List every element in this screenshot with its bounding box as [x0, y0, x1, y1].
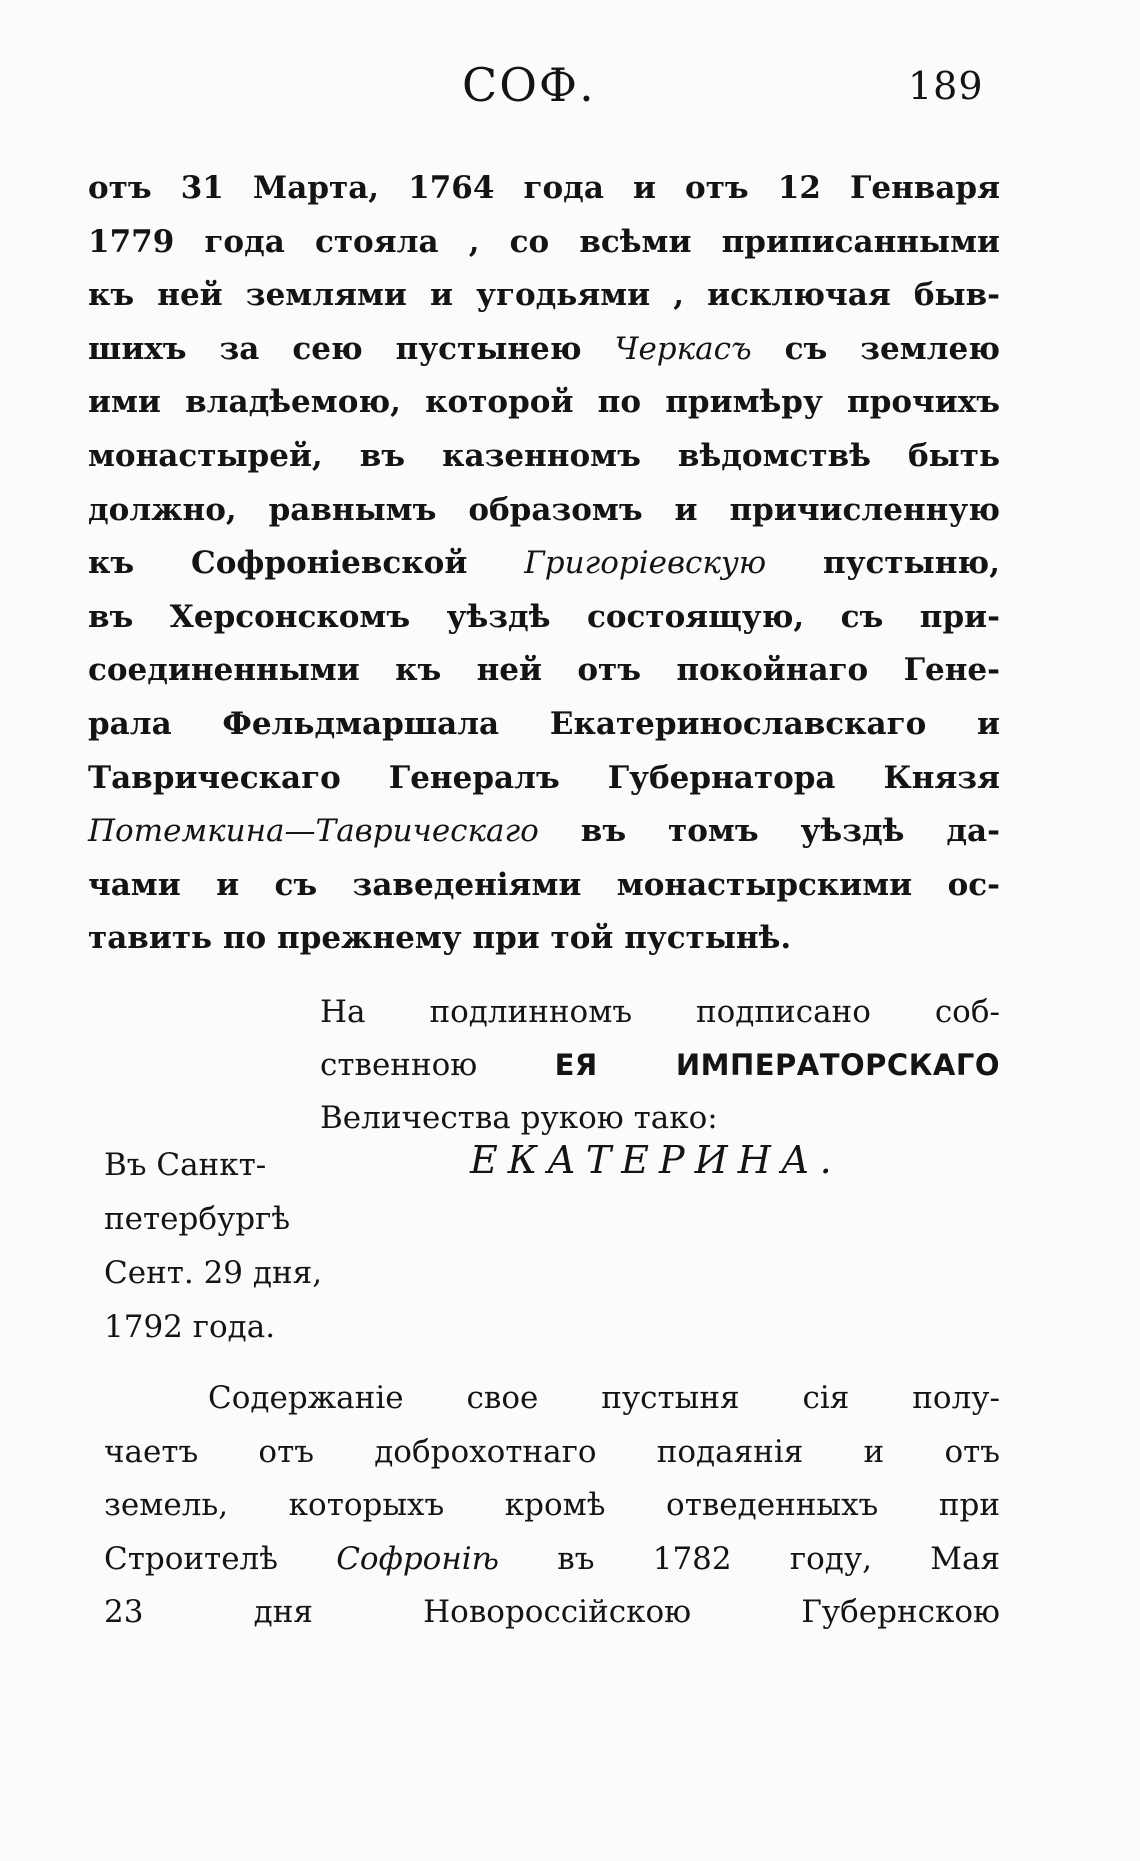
text-line: должно, равнымъ образомъ и причисленную: [88, 491, 1000, 528]
text-line: [104, 1533, 1000, 1587]
text-segment: съ землею: [751, 330, 1000, 367]
running-head-title: СОФ.: [462, 58, 596, 112]
page-number: 189: [908, 64, 984, 108]
text-line: ими владѣемою, которой по примѣру прочихъ: [88, 384, 1000, 421]
text-line: Таврическаго Генералъ Губернатора Князя: [88, 759, 1000, 796]
text-line: рала Фельдмаршала Екатеринославскаго и: [88, 705, 1000, 742]
paragraph-1: [88, 162, 1000, 966]
text-line: петербургѣ: [104, 1201, 291, 1237]
text-segment: шихъ за сею пустынею: [88, 330, 615, 367]
text-line: Сент. 29 дня,: [104, 1255, 323, 1291]
dateline: [104, 1138, 404, 1354]
italic-place-name: Григоріевскую: [524, 545, 767, 582]
text-segment: пустыню,: [766, 545, 1000, 582]
text-line: [88, 537, 1000, 591]
text-line: чами и съ заведеніями монастырскими ос-: [88, 866, 1000, 903]
text-line: тавить по прежнему при той пустынѣ.: [88, 920, 792, 957]
imperial-caps: ЕЯ ИМПЕРАТОРСКАГО: [554, 1048, 1000, 1082]
text-line: 23 дня Новороссійскою Губернскою: [104, 1594, 1000, 1630]
text-line: въ Херсонскомъ уѣздѣ состоящую, съ при-: [88, 598, 1000, 635]
italic-person-name: Потемкина—Таврическаго: [88, 813, 539, 850]
text-line: Величества рукою тако:: [320, 1100, 718, 1136]
text-segment: къ Софроніевской: [88, 545, 525, 582]
text-line: [88, 323, 1000, 377]
text-segment: въ томъ уѣздѣ да-: [538, 813, 1000, 850]
italic-person-name: Софроніѣ: [336, 1540, 500, 1577]
text-segment: ственною: [320, 1047, 555, 1083]
attestation-note: [320, 986, 1000, 1145]
text-line: 1779 года стояла , со всѣми приписанными: [88, 223, 1000, 260]
text-line: къ ней землями и угодьями , исключая быв-: [88, 277, 1000, 314]
text-line: На подлинномъ подписано соб-: [320, 994, 1000, 1030]
signature: ЕКАТЕРИНА.: [470, 1138, 842, 1182]
text-segment: Строителѣ: [104, 1540, 337, 1577]
text-line: земель, которыхъ кромѣ отведенныхъ при: [104, 1487, 1000, 1523]
text-line: Въ Санкт-: [104, 1147, 267, 1183]
text-line: 1792 года.: [104, 1309, 276, 1345]
text-line: [320, 1039, 1000, 1092]
running-head: [0, 58, 1140, 128]
paragraph-2: [104, 1372, 1000, 1640]
text-line: чаетъ отъ доброхотнаго подаянія и отъ: [104, 1433, 1000, 1470]
text-line: монастырей, въ казенномъ вѣдомствѣ быть: [88, 437, 1000, 474]
text-line: отъ 31 Марта, 1764 года и отъ 12 Генваря: [88, 170, 1000, 206]
text-line: [88, 805, 1000, 859]
text-segment: въ 1782 году, Мая: [499, 1540, 1000, 1577]
italic-place-name: Черкасъ: [614, 330, 752, 367]
text-line: соединенными къ ней отъ покойнаго Гене-: [88, 652, 1000, 689]
text-line: Содержаніе свое пустыня сія полу-: [208, 1380, 1000, 1416]
